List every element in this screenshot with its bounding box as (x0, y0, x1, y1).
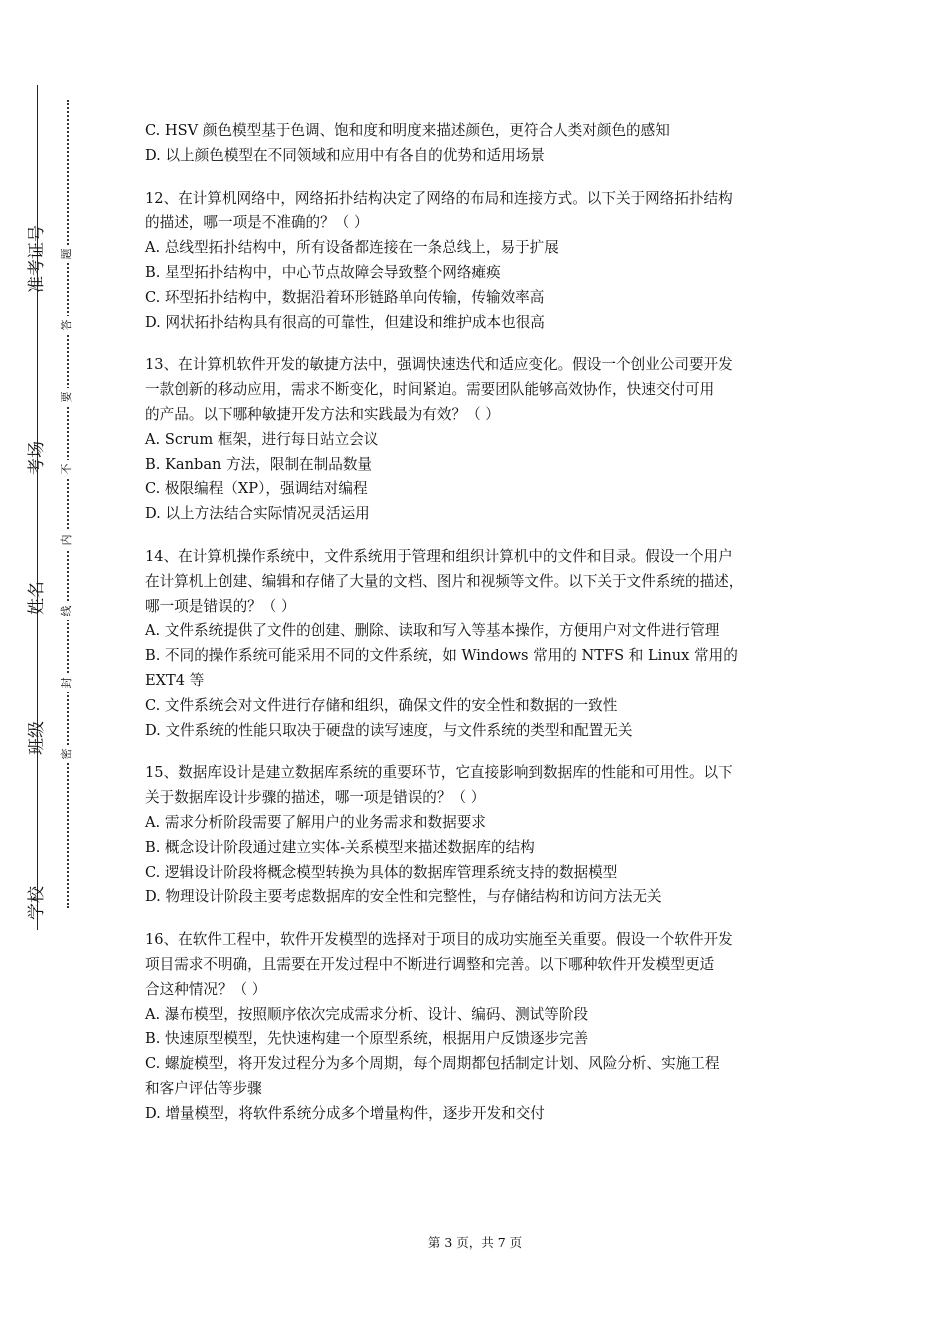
binding-solid-line (37, 85, 38, 930)
option-line: B. 星型拓扑结构中，中心节点故障会导致整个网络瘫痪 (145, 263, 501, 281)
option-line: B. 概念设计阶段通过建立实体-关系模型来描述数据库的结构 (145, 838, 535, 856)
question-stem-line: 的产品。以下哪种敏捷开发方法和实践最为有效？（ ） (145, 405, 500, 423)
field-label-exam-room: 考场 (27, 441, 47, 475)
option-line: D. 物理设计阶段主要考虑数据库的安全性和完整性，与存储结构和访问方法无关 (145, 888, 662, 906)
option-line: D. 增量模型，将软件系统分成多个增量构件，逐步开发和交付 (145, 1104, 545, 1122)
question-stem-line: 项目需求不明确，且需要在开发过程中不断进行调整和完善。以下哪种软件开发模型更适 (145, 955, 715, 973)
page-number-footer: 第 3 页，共 7 页 (427, 1235, 523, 1250)
option-line: C. HSV 颜色模型基于色调、饱和度和明度来描述颜色，更符合人类对颜色的感知 (145, 122, 670, 139)
option-line: A. 文件系统提供了文件的创建、删除、读取和写入等基本操作，方便用户对文件进行管理 (145, 622, 720, 640)
question-stem-line: 的描述，哪一项是不准确的？（ ） (145, 214, 369, 232)
question-12 (145, 187, 825, 336)
question-16 (145, 928, 825, 1126)
question-stem-line: 13、在计算机软件开发的敏捷方法中，强调快速迭代和适应变化。假设一个创业公司要开发 (145, 356, 733, 374)
option-line: C. 环型拓扑结构中，数据沿着环形链路单向传输，传输效率高 (145, 288, 545, 306)
seal-char: 内 (60, 531, 74, 549)
question-14 (145, 545, 825, 743)
option-line: 和客户评估等步骤 (145, 1079, 262, 1097)
option-line: B. Kanban 方法，限制在制品数量 (145, 455, 373, 473)
seal-char: 线 (60, 602, 74, 620)
question-stem-line: 在计算机上创建、编辑和存储了大量的文档、图片和视频等文件。以下关于文件系统的描述， (145, 572, 744, 590)
question-stem-line: 关于数据库设计步骤的描述，哪一项是错误的？（ ） (145, 789, 486, 807)
question-13 (145, 353, 825, 527)
option-line: A. 需求分析阶段需要了解用户的业务需求和数据要求 (145, 813, 486, 831)
binding-margin (0, 0, 110, 1344)
option-line: B. 不同的操作系统可能采用不同的文件系统，如 Windows 常用的 NTFS 和 Linux 常用的 (145, 647, 738, 665)
field-label-name: 姓名 (27, 581, 47, 615)
option-line: C. 极限编程（XP），强调结对编程 (145, 480, 368, 498)
option-line: C. 逻辑设计阶段将概念模型转换为具体的数据库管理系统支持的数据模型 (145, 863, 618, 881)
field-label-class: 班级 (27, 721, 47, 755)
question-stem-line: 哪一项是错误的？（ ） (145, 597, 296, 615)
seal-char: 要 (60, 388, 74, 406)
field-label-exam-number: 准考证号 (27, 225, 47, 293)
option-line: B. 快速原型模型，先快速构建一个原型系统，根据用户反馈逐步完善 (145, 1030, 589, 1048)
option-line: A. 瀑布模型，按照顺序依次完成需求分析、设计、编码、测试等阶段 (145, 1005, 589, 1023)
question-stem-line: 一款创新的移动应用，需求不断变化，时间紧迫。需要团队能够高效协作，快速交付可用 (145, 381, 715, 399)
question-11-continuation (145, 119, 825, 169)
seal-char: 不 (60, 460, 74, 478)
option-line: D. 网状拓扑结构具有很高的可靠性，但建设和维护成本也很高 (145, 313, 545, 331)
option-line: EXT4 等 (145, 671, 205, 689)
question-stem-line: 合这种情况？（ ） (145, 980, 267, 998)
seal-char: 答 (60, 316, 74, 334)
seal-char: 密 (60, 745, 74, 763)
binding-dotted-line (67, 100, 69, 908)
option-line: D. 以上颜色模型在不同领域和应用中有各自的优势和适用场景 (145, 146, 545, 164)
question-stem-line: 12、在计算机网络中，网络拓扑结构决定了网络的布局和连接方式。以下关于网络拓扑结构 (145, 189, 733, 207)
option-line: C. 螺旋模型，将开发过程分为多个周期，每个周期都包括制定计划、风险分析、实施工程 (145, 1055, 720, 1073)
question-stem-line: 14、在计算机操作系统中，文件系统用于管理和组织计算机中的文件和目录。假设一个用户 (145, 547, 733, 565)
option-line: C. 文件系统会对文件进行存储和组织，确保文件的安全性和数据的一致性 (145, 696, 618, 714)
option-line: D. 文件系统的性能只取决于硬盘的读写速度，与文件系统的类型和配置无关 (145, 721, 633, 739)
option-line: D. 以上方法结合实际情况灵活运用 (145, 505, 370, 523)
field-label-school: 学校 (27, 886, 47, 920)
question-stem-line: 15、数据库设计是建立数据库系统的重要环节，它直接影响到数据库的性能和可用性。以下 (145, 764, 733, 782)
seal-char: 题 (60, 245, 74, 263)
question-15 (145, 761, 825, 910)
option-line: A. Scrum 框架，进行每日站立会议 (145, 430, 379, 448)
exam-content (145, 119, 825, 1144)
seal-char: 封 (60, 674, 74, 692)
question-stem-line: 16、在软件工程中，软件开发模型的选择对于项目的成功实施至关重要。假设一个软件开发 (145, 931, 733, 949)
option-line: A. 总线型拓扑结构中，所有设备都连接在一条总线上，易于扩展 (145, 239, 559, 257)
